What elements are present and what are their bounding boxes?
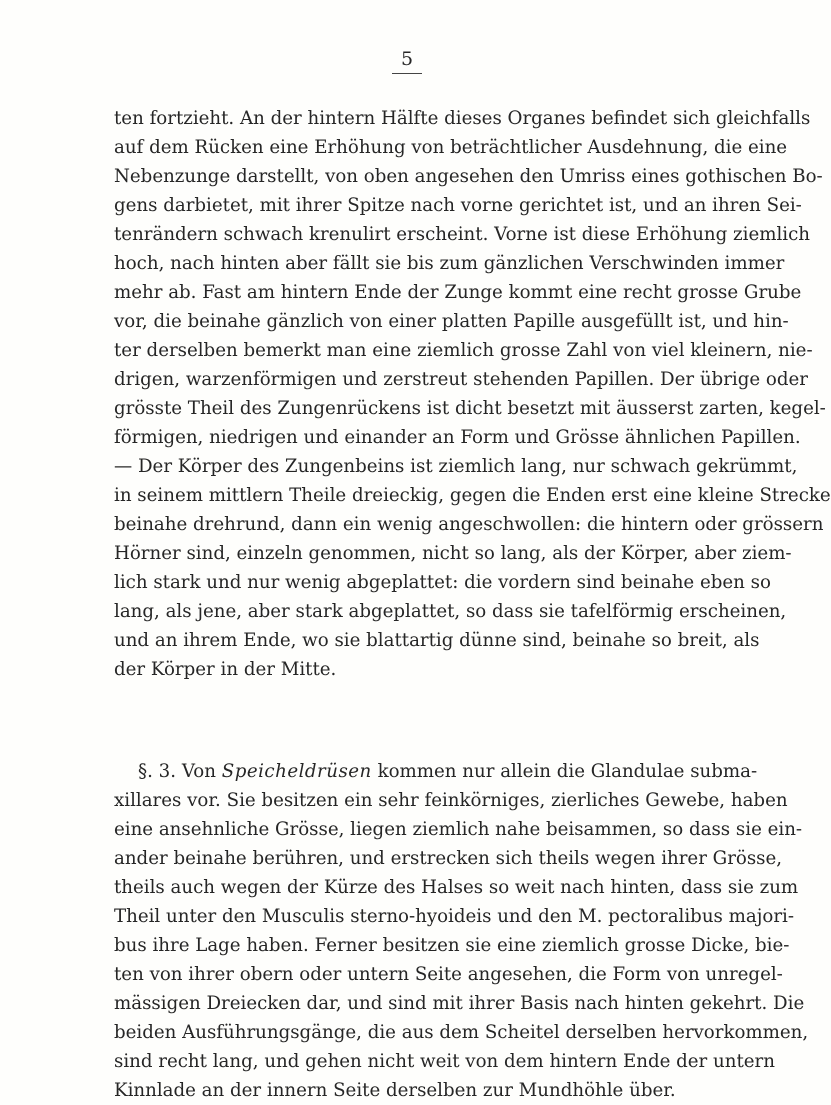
paragraph-line: auf dem Rücken eine Erhöhung von beträchtlicher Ausdehnung, die eine bbox=[114, 137, 788, 158]
paragraph-line: beiden Ausführungsgänge, die aus dem Scheitel derselben hervorkommen, bbox=[114, 1022, 809, 1043]
paragraph-line: ten fortzieht. An der hintern Hälfte dieses Organes befindet sich gleichfalls bbox=[114, 108, 811, 129]
paragraph-line: mehr ab. Fast am hintern Ende der Zunge kommt eine recht grosse Grube bbox=[114, 282, 802, 303]
paragraph-line: ten von ihrer obern oder untern Seite angesehen, die Form von unregel- bbox=[114, 964, 783, 985]
paragraph-line: ander beinahe berühren, und erstrecken sich theils wegen ihrer Grösse, bbox=[114, 848, 783, 869]
paragraph-line: in seinem mittlern Theile dreieckig, gegen die Enden erst eine kleine Strecke bbox=[114, 485, 831, 506]
paragraph-line: ter derselben bemerkt man eine ziemlich grosse Zahl von viel kleinern, nie- bbox=[114, 340, 813, 361]
paragraph-line: xillares vor. Sie besitzen ein sehr feinkörniges, zierliches Gewebe, haben bbox=[114, 790, 788, 811]
paragraph-line: der Körper in der Mitte. bbox=[114, 659, 337, 680]
paragraph-line: lang, als jene, aber stark abgeplattet, so dass sie tafelförmig erscheinen, bbox=[114, 601, 787, 622]
paragraph-line: — Der Körper des Zungenbeins ist ziemlich lang, nur schwach gekrümmt, bbox=[114, 456, 798, 477]
page-number: 5 bbox=[400, 48, 414, 70]
paragraph-line: grösste Theil des Zungenrückens ist dicht besetzt mit äusserst zarten, kegel- bbox=[114, 398, 826, 419]
paragraph-line: beinahe drehrund, dann ein wenig angeschwollen: die hintern oder grössern bbox=[114, 514, 824, 535]
paragraph-line: drigen, warzenförmigen und zerstreut stehenden Papillen. Der übrige oder bbox=[114, 369, 808, 390]
paragraph-line: hoch, nach hinten aber fällt sie bis zum gänzlichen Verschwinden immer bbox=[114, 253, 785, 274]
paragraph-line: theils auch wegen der Kürze des Halses so weit nach hinten, dass sie zum bbox=[114, 877, 799, 898]
paragraph-line: Nebenzunge darstellt, von oben angesehen den Umriss eines gothischen Bo- bbox=[114, 166, 823, 187]
paragraph-line: gens darbietet, mit ihrer Spitze nach vorne gerichtet ist, und an ihren Sei- bbox=[114, 195, 802, 216]
paragraph-line: bus ihre Lage haben. Ferner besitzen sie eine ziemlich grosse Dicke, bie- bbox=[114, 935, 790, 956]
paragraph-line: förmigen, niedrigen und einander an Form und Grösse ähnlichen Papillen. bbox=[114, 427, 801, 448]
paragraph-tongue-description bbox=[114, 104, 831, 684]
paragraph-line: mässigen Dreiecken dar, und sind mit ihrer Basis nach hinten gekehrt. Die bbox=[114, 993, 805, 1014]
paragraph-line: tenrändern schwach krenulirt erscheint. Vorne ist diese Erhöhung ziemlich bbox=[114, 224, 810, 245]
paragraph-line: vor, die beinahe gänzlich von einer platten Papille ausgefüllt ist, und hin- bbox=[114, 311, 789, 332]
paragraph-line: Hörner sind, einzeln genommen, nicht so lang, als der Körper, aber ziem- bbox=[114, 543, 792, 564]
emphasized-term: Speicheldrüsen bbox=[221, 761, 372, 782]
paragraph-line: Theil unter den Musculis sterno-hyoideis und den M. pectoralibus majori- bbox=[114, 906, 794, 927]
paragraph-line: und an ihrem Ende, wo sie blattartig dünne sind, beinahe so breit, als bbox=[114, 630, 760, 651]
paragraph-line: lich stark und nur wenig abgeplattet: die vordern sind beinahe eben so bbox=[114, 572, 771, 593]
section-mark: §. 3. bbox=[138, 761, 177, 782]
paragraph-line: sind recht lang, und gehen nicht weit von dem hintern Ende der untern bbox=[114, 1051, 775, 1072]
paragraph-salivary-glands bbox=[114, 757, 809, 1105]
page-number-rule bbox=[392, 73, 422, 74]
paragraph-line: Kinnlade an der innern Seite derselben zur Mundhöhle über. bbox=[114, 1080, 676, 1101]
line-text: kommen nur allein die Glandulae subma- bbox=[377, 761, 758, 782]
line-text: Von bbox=[181, 761, 216, 782]
paragraph-line: eine ansehnliche Grösse, liegen ziemlich nahe beisammen, so dass sie ein- bbox=[114, 819, 803, 840]
paragraph-line bbox=[114, 757, 758, 786]
